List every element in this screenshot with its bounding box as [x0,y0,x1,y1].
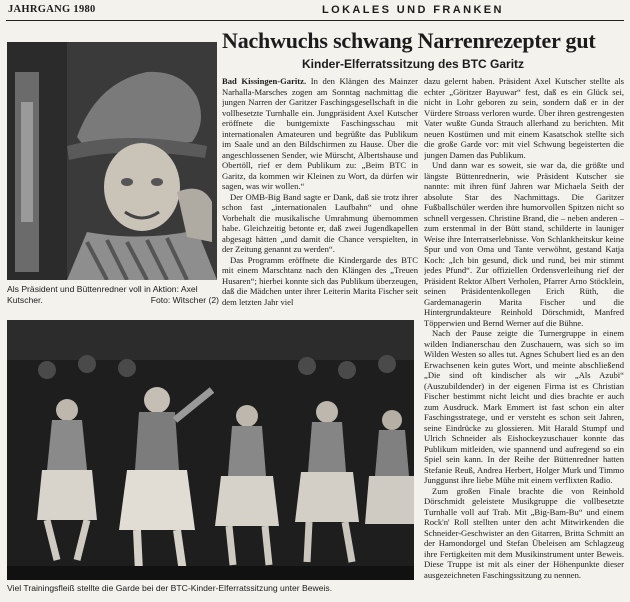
paragraph: Und dann war es soweit, sie war da, die größte und längste Büttenrednerin, wie Präsident Kutscher sie nannte: mit ihren fünf Jahren war Michaela Seith der absolute Star des Nachmittags. Die Garitzer Fußballschüler werden ihre humorvollen Spitzen nicht so schnell vergessen. Christine Brand, die – neben anderen – zum erstenmal in der Bütt stand, schilderte in launiger Weise ihre Interratserlebnisse. Von Schlankheitskur keine Spur und von Oma und Tante verwöhnt, gestand Katja Koch: „Ich bin gesund, dick und rund, bei mir stimmt jedes Pfund“. Zur offiziellen Ordensverleihung rief der Präsident Rektor Albert Verholen, Pfarrer Arno Stöcklein, seinen Präsidentenkollegen Erich Rüth, die Gardemanagerin Marita Fischer und die Hintergrundakteure Reinhold Dörschmidt, Manfred Töpperwien und Bernd Werner auf die Bühne. [424,160,624,328]
paragraph [222,76,418,192]
president-photo [7,42,217,280]
article-subheadline: Kinder-Elferratssitzung des BTC Garitz [302,57,525,71]
section-title: LOKALES UND FRANKEN [322,4,504,16]
photo1-caption-text: Als Präsident und Büttenredner voll in Aktion: Axel Kutscher. [7,284,198,305]
paragraph: dazu gelernt haben. Präsident Axel Kutscher stellte als echter „Göritzer Bayuwar“ fest, daß es ein Glück sei, nicht in Lohr geboren zu sein, sondern daß er in der Vürdere Stroass verloren wurde. Über ihren gestrengesten Vater wußte Gunda Strauch allerhand zu berichten. Mit neuen Kostümen und mit einem Kasatschok stellte sich die große Garde vor: mit viel Schwung begeisterten die jungen Damen das Publikum. [424,76,624,160]
issue-label: JAHRGANG 1980 [8,4,96,15]
garde-photo [7,320,414,580]
dateline: Bad Kissingen-Garitz. [222,76,307,86]
article-column-1 [222,76,418,316]
paragraph-text: In den Klängen des Mainzer Narhalla-Marsches zogen am Sonntag nachmittag die jungen Narren der Garitzer Faschingsgesellschaft in die vollbesetzte Turnhalle ein. Jungpräsident Axel Kutscher eröffnete die buntgemixte Faschingsschau mit internationalen Amateuren und begrüßte das Publikum im Saale und an den Bildschirmen zu Hause. Über die angeschlossenen Sender, wie Mürscht, Albertshause und Obertöll, rief er dem Publikum zu: „Beim BTC in Garitz, da kommen wir Kleinen zu Wort, da dürfen wir sagen, was wir wollen.“ [222,76,418,191]
paragraph: Nach der Pause zeigte die Turnergruppe in einem wilden Indianerschau den Zuschauern, was sich so im Wilden Westen so alles tut. Agnes Schubert lied es an den Erwachsenen kein gutes Wort, und meinte abschließend „Die sind oft kindischer als wir „Als Azubi“ (Auszubildender) in der eigenen Firma ist es Christian Fischer bestimmt nicht leicht und dies brachte er auch zum Ausdruck. Mark Emmert ist fast schon ein alter Faschingsstratege, und er versteht es schon seit Jahren, seine Eindrücke zu glossieren. Mit Harald Stumpf und Ulrich Schneider als Eishockeyzuschauer konnte das Publikum mitleiden, wie spannend und aufregend so ein Spiel sein kann. In der Reihe der Büttenredner hatten Stefanie Reuß, Andrea Herbert, Holger Murk und Timmo Junggunst ihre liebe Mühe mit einem verflixten Radio. [424,328,624,485]
article-headline: Nachwuchs schwang Narrenrezepter gut [222,28,596,53]
photo-credit: Foto: Witscher (2) [150,294,219,305]
photo2-caption: Viel Trainingsfleiß stellte die Garde bei der BTC-Kinder-Elferratssitzung unter Beweis. [7,583,333,593]
header-rule [6,20,624,21]
paragraph: Das Programm eröffnete die Kindergarde des BTC mit einem Marschtanz nach den Klängen des „Treuen Husaren“; hierbei konnte sich das Publikum überzeugen, daß die Mädchen unter ihrer Leiterin Marita Fischer seit dem letzten Jahr viel [222,254,418,307]
photo1-caption [7,284,219,305]
paragraph: Zum großen Finale brachte die von Reinhold Dörschmidt geleistete Musikgruppe die vollbesetzte Turnhalle voll auf Trab. Mit „Big-Bam-Bu“ und einem Rock'n' Roll stellten unter den acht Mitwirkenden die Schneider-Geschwister an den Gitarren, Britta Schmitt an der Hamondorgel und Stefan Übeleisen am Schlagzeug ihre Fertigkeiten mit dem Musikinstrument unter Beweis. Diese Truppe ist mit als einer der Höhenpunkte dieser ausgezeichneten Faschingssitzung zu nennen. [424,485,624,580]
paragraph: Der OMB-Big Band sagte er Dank, daß sie trotz ihrer schon fast „internationalen Laufbahn“ und ohne Vorbehalt die musikalische Umrahmung übernommen habe. Gleichzeitig betonte er, daß zwei Jugendkapellen abgesagt hätten „und damit die Chance verspielten, in der Zeitung genannt zu werden“. [222,191,418,254]
article-column-2 [424,76,624,596]
